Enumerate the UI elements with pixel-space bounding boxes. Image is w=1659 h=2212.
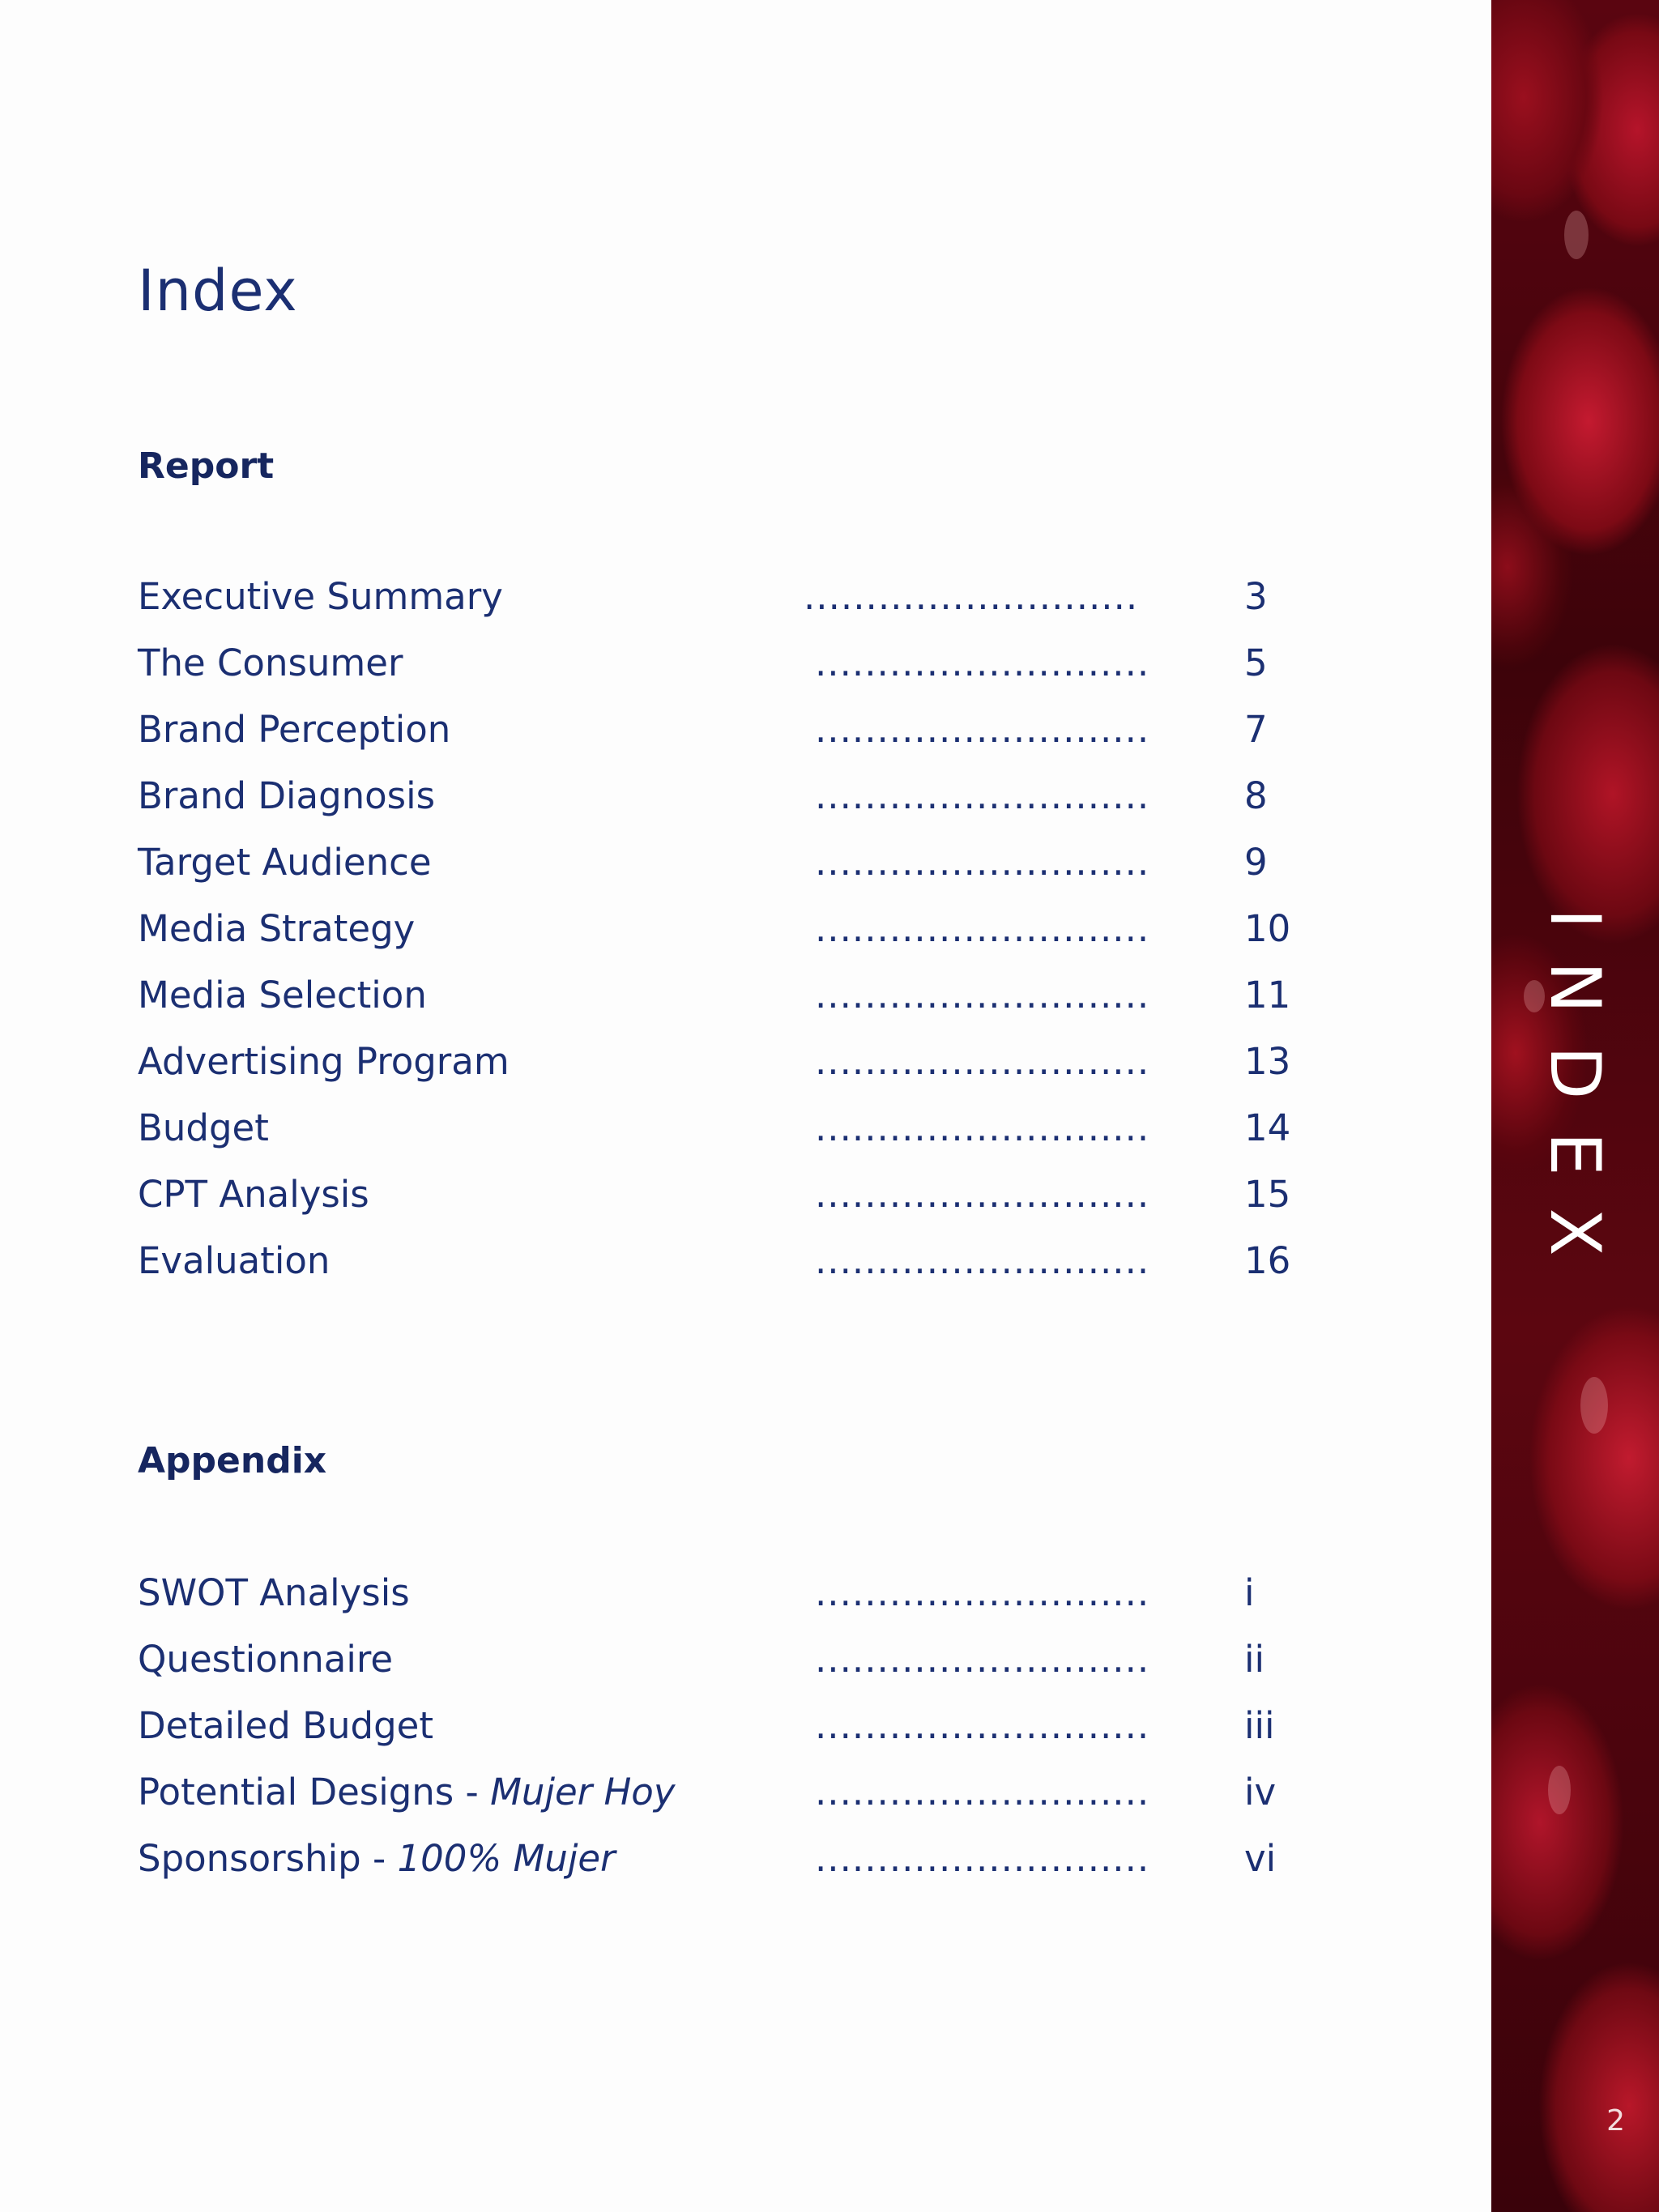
toc-item-questionnaire[interactable]: [138, 1638, 1312, 1694]
toc-item-page: 16: [1244, 1239, 1291, 1282]
toc-item-label: [138, 1771, 675, 1813]
toc-item-page: 15: [1244, 1173, 1291, 1216]
toc-item-page: ii: [1244, 1638, 1265, 1681]
page-title: Index: [138, 258, 298, 324]
toc-item-page: 3: [1244, 575, 1268, 618]
toc-item-page: 8: [1244, 774, 1268, 817]
toc-item-label-italic: 100% Mujer: [397, 1837, 616, 1880]
toc-item-media-selection[interactable]: [138, 974, 1312, 1030]
toc-item-label: The Consumer: [138, 641, 403, 684]
toc-item-label: Media Selection: [138, 974, 427, 1016]
toc-item-label: Evaluation: [138, 1239, 331, 1282]
toc-leader-dots: ...........................: [815, 974, 1150, 1016]
toc-item-label: Advertising Program: [138, 1040, 510, 1083]
toc-item-brand-diagnosis[interactable]: [138, 774, 1312, 831]
toc-item-label: Executive Summary: [138, 575, 503, 618]
toc-item-page: iii: [1244, 1704, 1275, 1747]
toc-item-label: Budget: [138, 1106, 269, 1149]
toc-item-advertising-program[interactable]: [138, 1040, 1312, 1097]
toc-item-label-text: Sponsorship -: [138, 1837, 398, 1880]
cherry-highlight: [1564, 211, 1589, 259]
toc-item-detailed-budget[interactable]: [138, 1704, 1312, 1761]
toc-item-page: 5: [1244, 641, 1268, 684]
toc-item-sponsorship[interactable]: [138, 1837, 1312, 1894]
side-index-label: INDEX: [1534, 908, 1615, 1289]
toc-item-label-text: Potential Designs -: [138, 1771, 491, 1813]
toc-item-label: [138, 1837, 616, 1880]
toc-item-label: Target Audience: [138, 841, 432, 884]
toc-leader-dots: ...........................: [815, 907, 1150, 950]
toc-leader-dots: ...........................: [815, 1239, 1150, 1282]
toc-leader-dots: ...........................: [815, 1771, 1150, 1813]
toc-leader-dots: ...........................: [815, 1837, 1150, 1880]
toc-item-executive-summary[interactable]: [138, 575, 1312, 632]
toc-item-target-audience[interactable]: [138, 841, 1312, 897]
toc-leader-dots: ...........................: [815, 641, 1150, 684]
toc-item-swot-analysis[interactable]: [138, 1571, 1312, 1628]
cherry-highlight: [1580, 1377, 1608, 1434]
toc-item-page: 9: [1244, 841, 1268, 884]
toc-leader-dots: ...........................: [815, 1040, 1150, 1083]
toc-leader-dots: ...........................: [815, 1571, 1150, 1614]
section-heading-report: Report: [138, 445, 275, 487]
toc-item-label: Questionnaire: [138, 1638, 394, 1681]
toc-item-page: i: [1244, 1571, 1255, 1614]
cherry-highlight: [1548, 1766, 1571, 1814]
toc-item-budget[interactable]: [138, 1106, 1312, 1163]
toc-item-the-consumer[interactable]: [138, 641, 1312, 698]
toc-item-page: 13: [1244, 1040, 1291, 1083]
toc-item-label: Media Strategy: [138, 907, 416, 950]
toc-item-page: 7: [1244, 708, 1268, 751]
toc-item-label: Brand Diagnosis: [138, 774, 436, 817]
toc-item-label: Detailed Budget: [138, 1704, 433, 1747]
toc-leader-dots: ...........................: [804, 575, 1139, 618]
toc-item-label-italic: Mujer Hoy: [490, 1771, 676, 1813]
section-heading-appendix: Appendix: [138, 1440, 327, 1481]
toc-leader-dots: ...........................: [815, 774, 1150, 817]
toc-item-page: 11: [1244, 974, 1291, 1016]
toc-item-brand-perception[interactable]: [138, 708, 1312, 765]
toc-item-media-strategy[interactable]: [138, 907, 1312, 964]
toc-item-page: iv: [1244, 1771, 1277, 1813]
toc-leader-dots: ...........................: [815, 708, 1150, 751]
page-number: 2: [1606, 2104, 1625, 2137]
toc-item-page: 10: [1244, 907, 1291, 950]
toc-item-page: vi: [1244, 1837, 1277, 1880]
toc-item-evaluation[interactable]: [138, 1239, 1312, 1296]
toc-leader-dots: ...........................: [815, 1638, 1150, 1681]
toc-leader-dots: ...........................: [815, 841, 1150, 884]
toc-item-label: Brand Perception: [138, 708, 451, 751]
cherry-photo-panel: [1491, 0, 1659, 2212]
toc-item-page: 14: [1244, 1106, 1291, 1149]
toc-leader-dots: ...........................: [815, 1704, 1150, 1747]
toc-item-cpt-analysis[interactable]: [138, 1173, 1312, 1230]
toc-leader-dots: ...........................: [815, 1173, 1150, 1216]
toc-item-label: SWOT Analysis: [138, 1571, 410, 1614]
toc-item-potential-designs[interactable]: [138, 1771, 1312, 1827]
toc-leader-dots: ...........................: [815, 1106, 1150, 1149]
toc-item-label: CPT Analysis: [138, 1173, 369, 1216]
